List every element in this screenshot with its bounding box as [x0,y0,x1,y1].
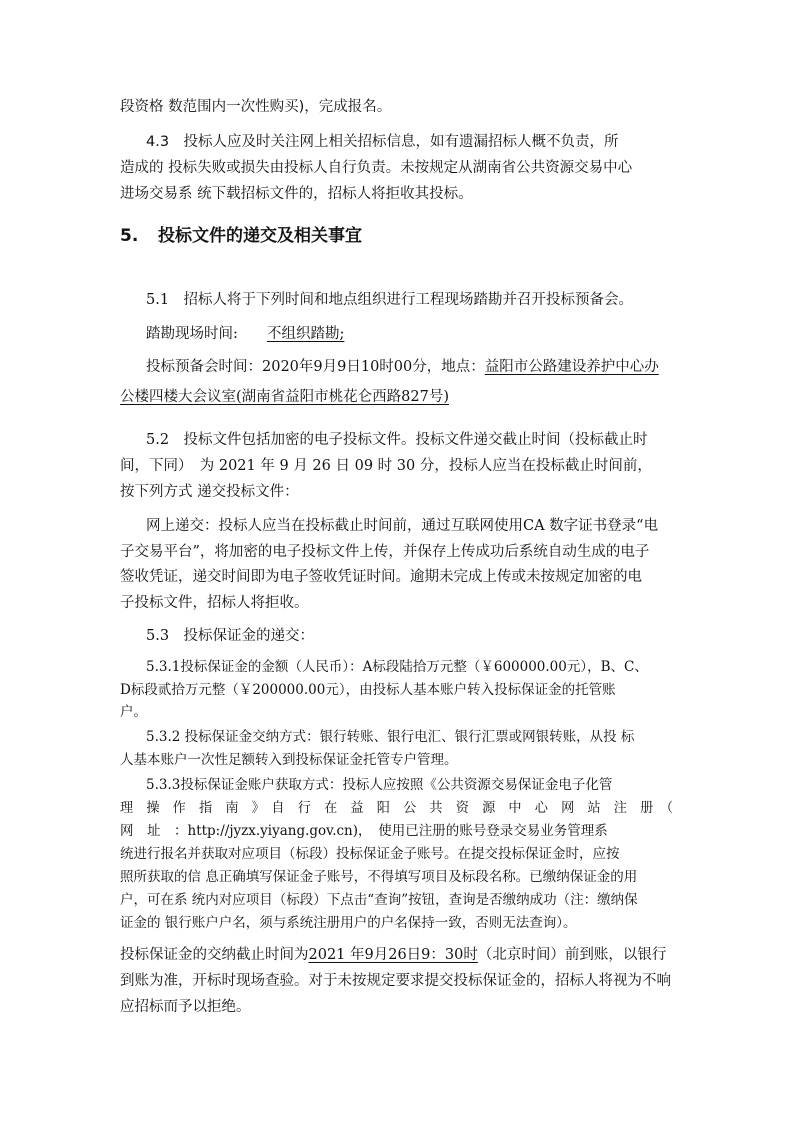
text-line: 证金的 银行账户户名，须与系统注册用户的户名保持一致，否则无法查询）。 [120,915,577,931]
text-line: D标段贰拾万元整（￥200000.00元），由投标人基本账户转入投标保证金的托管账 [120,682,616,698]
deadline-date: 2021 年9月26日9：30时 [308,947,478,963]
text-line: 5.3 投标保证金的递交： [146,628,315,644]
text-line: 签收凭证，递交时间即为电子签收凭证时间。逾期未完成上传或未按规定加密的电 [120,569,642,585]
text-line: 户，可在系 统内对应项目（标段）下点击“查询”按钮，查询是否缴纳成功（注：缴纳保 [120,892,638,908]
site-visit-label: 踏勘现场时间: [146,326,238,342]
pre-bid-meeting-line [146,357,659,377]
text-line: 户。 [120,704,147,720]
text-line: 5.3.2 投标保证金交纳方式：银行转账、银行电汇、银行汇票或网银转账，从投 标 [146,729,635,745]
text-line: 5.2 投标文件包括加密的电子投标文件。投标文件递交截止时间（投标截止时 [146,432,648,448]
site-visit-value: 不组织踏勘; [267,326,345,342]
text-line: 造成的 投标失败或损失由投标人自行负责。未按规定从湖南省公共资源交易中心 [120,160,633,176]
meeting-place-part2: 公楼四楼大会议室(湖南省益阳市桃花仑西路827号) [120,389,449,405]
text-line: 应招标而予以拒绝。 [120,999,251,1015]
heading-title: 投标文件的递交及相关事宜 [158,226,362,246]
text-line: 5.3.1投标保证金的金额（人民币）：A标段陆拾万元整（￥600000.00元），B、C、 [146,659,648,675]
text-line: 网 址 ：http://jyzx.yiyang.gov.cn)， 使用已注册的账号登录交易业务管理系 [120,823,608,839]
text-line: 段资格 数范围内一次性购买)，完成报名。 [120,99,392,115]
text-line: 人基本账户一次性足额转入到投标保证金托管专户管理。 [120,752,458,768]
text-line: 照所获取的信 息正确填写保证金子账号，不得填写项目及标段名称。已缴纳保证金的用 [120,869,638,885]
meeting-place-part1: 益阳市公路建设养护中心办 [484,359,659,375]
text-line: 5.1 招标人将于下列时间和地点组织进行工程现场踏勘并召开投标预备会。 [146,292,634,308]
text-line: 统进行报名并获取对应项目（标段）投标保证金子账号。在提交投标保证金时，应按 [120,846,620,862]
text-line: 网上递交：投标人应当在投标截止时间前，通过互联网使用CA 数字证书登录“电 [146,518,659,534]
text-line: 到账为准，开标时现场查验。对于未按规定要求提交投标保证金的，招标人将视为不响 [120,973,671,989]
text-line: 子交易平台”，将加密的电子投标文件上传，并保存上传成功后系统自动生成的电子 [120,544,650,560]
text-line: 按下列方式 递交投标文件： [120,484,299,500]
text-line: 进场交易系 统下载招标文件的，招标人将拒收其投标。 [120,186,473,202]
text-line: 理 操 作 指 南 》 自 行 在 益 阳 公 共 资 源 中 心 网 站 注 册 （ [120,800,673,816]
text-line: 间，下同） 为 2021 年 9 月 26 日 09 时 30 分，投标人应当在投标截止时间前， [120,458,652,474]
text-line: 4.3 投标人应及时关注网上相关招标信息，如有遗漏招标人概不负责，所 [146,134,619,150]
heading-number: 5. [120,226,139,246]
deadline-suffix: （北京时间）前到账，以银行 [477,947,667,963]
deadline-text: 投标保证金的交纳截止时间为 [120,947,309,963]
text-line: 5.3.3投标保证金账户获取方式：投标人应按照《公共资源交易保证金电子化管 [146,777,613,793]
text-line: 子投标文件，招标人将拒收。 [120,595,309,611]
deposit-deadline-line [120,945,666,965]
pre-bid-meeting-text: 投标预备会时间：2020年9月9日10时00分，地点： [146,359,485,375]
